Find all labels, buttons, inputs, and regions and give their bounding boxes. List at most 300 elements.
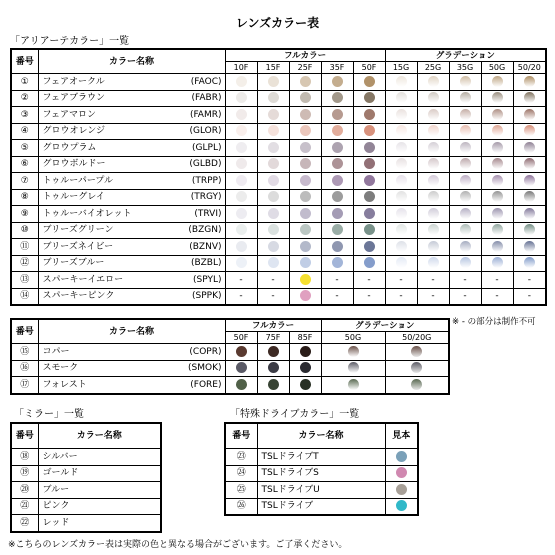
color-swatch: [460, 224, 471, 235]
swatch-cell: [513, 107, 546, 124]
color-name-cell: [257, 465, 385, 482]
not-available-mark: -: [417, 272, 449, 289]
color-swatch: [524, 92, 535, 103]
not-available-mark: -: [257, 288, 289, 305]
table-row: [11, 498, 161, 515]
section-title-mirror: 「ミラー」一覧: [14, 409, 84, 420]
header-name: カラー名称: [38, 49, 225, 74]
swatch-cell: [289, 360, 321, 377]
swatch-cell: [225, 344, 257, 361]
swatch-cell: [449, 173, 481, 190]
swatch-cell: [257, 189, 289, 206]
swatch-cell: [225, 360, 257, 377]
swatch-cell: [513, 123, 546, 140]
swatch-cell: [225, 173, 257, 190]
color-swatch: [460, 142, 471, 153]
color-name-cell: [38, 288, 225, 305]
color-swatch: [524, 191, 535, 202]
swatch-cell: [385, 255, 417, 272]
color-swatch: [428, 257, 439, 268]
header-name: カラー名称: [38, 423, 161, 449]
color-code: (BZGN): [188, 225, 222, 236]
header-num: 番号: [11, 319, 38, 344]
color-code: (BZBL): [190, 258, 222, 269]
color-name-cell: [38, 90, 225, 107]
table-row: [11, 123, 546, 140]
swatch-cell: [481, 74, 513, 91]
swatch-cell: [385, 498, 418, 515]
swatch-cell: [353, 239, 385, 256]
color-swatch: [300, 175, 311, 186]
swatch-cell: [385, 377, 449, 394]
swatch-cell: [321, 156, 353, 173]
color-swatch: [492, 142, 503, 153]
header-num: 番号: [225, 423, 257, 449]
table-row: [11, 107, 546, 124]
color-swatch: [364, 224, 375, 235]
swatch-cell: [225, 239, 257, 256]
color-name-cell: [38, 107, 225, 124]
color-name: フェアオークル: [42, 76, 105, 87]
color-swatch: [428, 191, 439, 202]
swatch-cell: [321, 239, 353, 256]
color-swatch: [396, 158, 407, 169]
color-swatch: [268, 109, 279, 120]
color-swatch: [492, 175, 503, 186]
color-name-cell: [38, 123, 225, 140]
color-name-cell: [257, 449, 385, 466]
color-swatch: [364, 76, 375, 87]
color-name-cell: [38, 255, 225, 272]
color-swatch: [396, 208, 407, 219]
color-swatch: [300, 76, 311, 87]
color-swatch: [396, 109, 407, 120]
table-row: [11, 206, 546, 223]
color-name: ゴールド: [42, 468, 79, 479]
color-number: ㉑: [11, 498, 38, 515]
not-available-mark: -: [449, 288, 481, 305]
swatch-cell: [257, 344, 289, 361]
swatch-cell: [385, 156, 417, 173]
swatch-cell: [385, 107, 417, 124]
swatch-cell: [257, 123, 289, 140]
ariate-color-table: [10, 48, 547, 306]
color-swatch: [396, 484, 407, 495]
swatch-cell: [289, 107, 321, 124]
color-name: TSLドライブU: [261, 484, 320, 495]
swatch-cell: [449, 74, 481, 91]
swatch-cell: [449, 156, 481, 173]
color-code: (TRVI): [194, 208, 222, 219]
not-available-mark: -: [513, 288, 546, 305]
table-row: [11, 255, 546, 272]
swatch-cell: [289, 222, 321, 239]
color-swatch: [396, 241, 407, 252]
color-name-cell: [38, 377, 225, 394]
color-swatch: [236, 76, 247, 87]
color-swatch: [268, 346, 279, 357]
header-grad-15G: 15G: [385, 62, 417, 74]
header-num: 番号: [11, 423, 38, 449]
swatch-cell: [225, 377, 257, 394]
color-name: ブルー: [42, 484, 70, 495]
color-swatch: [300, 208, 311, 219]
color-swatch: [364, 142, 375, 153]
color-swatch: [492, 76, 503, 87]
color-name-cell: [38, 206, 225, 223]
color-name-cell: [38, 189, 225, 206]
color-swatch: [236, 379, 247, 390]
color-number: ⑱: [11, 449, 38, 466]
color-name: TSLドライブ: [261, 501, 314, 512]
header-grad-50G: 50G: [321, 332, 385, 344]
table-row: [11, 272, 546, 289]
color-number: ㉔: [225, 465, 257, 482]
color-swatch: [332, 191, 343, 202]
header-name: カラー名称: [38, 319, 225, 344]
color-swatch: [236, 257, 247, 268]
color-swatch: [268, 241, 279, 252]
swatch-cell: [481, 123, 513, 140]
swatch-cell: [481, 107, 513, 124]
swatch-cell: [417, 255, 449, 272]
not-available-mark: -: [385, 272, 417, 289]
swatch-cell: [417, 90, 449, 107]
swatch-cell: [225, 222, 257, 239]
header-full-color: フルカラー: [225, 319, 321, 332]
swatch-cell: [225, 255, 257, 272]
swatch-cell: [289, 288, 321, 305]
color-name-cell: [38, 222, 225, 239]
swatch-cell: [449, 123, 481, 140]
color-swatch: [332, 158, 343, 169]
swatch-cell: [321, 173, 353, 190]
swatch-cell: [321, 123, 353, 140]
swatch-cell: [225, 107, 257, 124]
table-row: [11, 482, 161, 499]
header-sample: 見本: [385, 423, 418, 449]
table-row: [225, 465, 418, 482]
color-number: ⑪: [11, 239, 38, 256]
color-name: ブリーズブルー: [42, 258, 105, 269]
color-name: ブリーズグリーン: [42, 225, 114, 236]
color-swatch: [364, 191, 375, 202]
color-number: ⑩: [11, 222, 38, 239]
header-full-50F: 50F: [353, 62, 385, 74]
swatch-cell: [385, 222, 417, 239]
header-grad-25G: 25G: [417, 62, 449, 74]
color-name-cell: [38, 272, 225, 289]
swatch-cell: [289, 272, 321, 289]
color-swatch: [348, 379, 359, 390]
table-row: [11, 140, 546, 157]
color-name: フェアマロン: [42, 109, 97, 120]
color-swatch: [268, 224, 279, 235]
color-swatch: [364, 109, 375, 120]
color-swatch: [236, 346, 247, 357]
color-swatch: [332, 76, 343, 87]
color-number: ⑲: [11, 465, 38, 482]
swatch-cell: [513, 189, 546, 206]
swatch-cell: [257, 255, 289, 272]
color-swatch: [460, 241, 471, 252]
color-swatch: [524, 208, 535, 219]
swatch-cell: [385, 449, 418, 466]
color-swatch: [460, 208, 471, 219]
color-swatch: [460, 125, 471, 136]
color-swatch: [332, 125, 343, 136]
swatch-cell: [289, 344, 321, 361]
color-name: TSLドライブT: [261, 451, 319, 462]
swatch-cell: [353, 255, 385, 272]
color-swatch: [524, 224, 535, 235]
color-swatch: [332, 109, 343, 120]
color-name-cell: [38, 156, 225, 173]
swatch-cell: [385, 123, 417, 140]
swatch-cell: [417, 173, 449, 190]
color-name-cell: [38, 449, 161, 466]
table-row: [11, 449, 161, 466]
swatch-cell: [353, 189, 385, 206]
swatch-cell: [289, 206, 321, 223]
swatch-cell: [225, 206, 257, 223]
color-swatch: [524, 109, 535, 120]
not-available-mark: -: [449, 272, 481, 289]
color-name: コパー: [42, 346, 70, 357]
color-name-cell: [38, 498, 161, 515]
color-number: ㉒: [11, 515, 38, 532]
color-swatch: [236, 362, 247, 373]
color-code: (FORE): [190, 379, 222, 390]
color-swatch: [524, 241, 535, 252]
color-name-cell: [38, 344, 225, 361]
color-swatch: [268, 142, 279, 153]
color-swatch: [300, 274, 311, 285]
color-name-cell: [257, 482, 385, 499]
color-swatch: [332, 224, 343, 235]
color-number: ⑥: [11, 156, 38, 173]
swatch-cell: [353, 107, 385, 124]
color-name: シルバー: [42, 451, 78, 462]
swatch-cell: [321, 206, 353, 223]
color-swatch: [428, 142, 439, 153]
color-name-cell: [257, 498, 385, 515]
color-swatch: [364, 92, 375, 103]
swatch-cell: [385, 173, 417, 190]
color-swatch: [300, 158, 311, 169]
color-swatch: [364, 175, 375, 186]
color-swatch: [300, 109, 311, 120]
color-code: (FAOC): [190, 76, 222, 87]
table-row: [11, 189, 546, 206]
swatch-cell: [513, 206, 546, 223]
swatch-cell: [225, 156, 257, 173]
color-swatch: [460, 175, 471, 186]
color-swatch: [492, 109, 503, 120]
swatch-cell: [481, 90, 513, 107]
color-swatch: [268, 125, 279, 136]
color-swatch: [236, 158, 247, 169]
swatch-cell: [225, 74, 257, 91]
swatch-cell: [353, 222, 385, 239]
color-name: TSLドライブS: [261, 468, 319, 479]
swatch-cell: [385, 206, 417, 223]
note-bottom: ※こちらのレンズカラー表は実際の色と異なる場合がございます。ご了承ください。: [8, 540, 348, 550]
color-code: (BZNV): [189, 241, 222, 252]
color-name: フォレスト: [42, 379, 87, 390]
color-swatch: [460, 158, 471, 169]
swatch-cell: [289, 239, 321, 256]
table-row: [11, 377, 449, 394]
color-swatch: [300, 241, 311, 252]
color-number: ㉕: [225, 482, 257, 499]
color-swatch: [396, 175, 407, 186]
swatch-cell: [225, 90, 257, 107]
table-row: [11, 74, 546, 91]
swatch-cell: [289, 90, 321, 107]
color-swatch: [428, 158, 439, 169]
color-number: ⑭: [11, 288, 38, 305]
color-swatch: [411, 362, 422, 373]
color-number: ②: [11, 90, 38, 107]
swatch-cell: [385, 482, 418, 499]
not-available-mark: -: [353, 288, 385, 305]
color-swatch: [268, 175, 279, 186]
not-available-mark: -: [481, 272, 513, 289]
section-title-ariate: 「アリアーテカラー」一覧: [10, 36, 130, 47]
swatch-cell: [225, 189, 257, 206]
color-name: フェアブラウン: [42, 93, 106, 104]
color-swatch: [348, 346, 359, 357]
color-swatch: [300, 346, 311, 357]
not-available-mark: -: [513, 272, 546, 289]
special-drive-color-table: [224, 422, 419, 516]
color-number: ⑧: [11, 189, 38, 206]
color-swatch: [236, 142, 247, 153]
section-title-special: 「特殊ドライブカラー」一覧: [230, 409, 360, 420]
color-code: (GLOR): [189, 126, 222, 137]
color-swatch: [492, 191, 503, 202]
color-swatch: [428, 109, 439, 120]
color-name-cell: [38, 360, 225, 377]
color-number: ①: [11, 74, 38, 91]
swatch-cell: [481, 255, 513, 272]
table-row: [11, 90, 546, 107]
table-row: [225, 498, 418, 515]
color-name-cell: [38, 74, 225, 91]
color-number: ⑫: [11, 255, 38, 272]
table-row: [225, 449, 418, 466]
swatch-cell: [449, 189, 481, 206]
header-grad-50/20: 50/20: [513, 62, 546, 74]
not-available-mark: -: [257, 272, 289, 289]
header-full-35F: 35F: [321, 62, 353, 74]
not-available-mark: -: [385, 288, 417, 305]
swatch-cell: [289, 74, 321, 91]
swatch-cell: [449, 222, 481, 239]
swatch-cell: [385, 360, 449, 377]
table-row: [11, 239, 546, 256]
swatch-cell: [385, 239, 417, 256]
color-swatch: [428, 175, 439, 186]
color-swatch: [268, 379, 279, 390]
swatch-cell: [257, 377, 289, 394]
color-swatch: [411, 346, 422, 357]
swatch-cell: [321, 377, 385, 394]
color-swatch: [236, 224, 247, 235]
color-swatch: [332, 257, 343, 268]
color-name: トゥルーバイオレット: [42, 208, 132, 219]
color-swatch: [268, 208, 279, 219]
color-name-cell: [38, 173, 225, 190]
swatch-cell: [481, 239, 513, 256]
color-name-cell: [38, 140, 225, 157]
table-row: [11, 156, 546, 173]
header-full-25F: 25F: [289, 62, 321, 74]
color-swatch: [332, 208, 343, 219]
color-swatch: [428, 76, 439, 87]
swatch-cell: [513, 255, 546, 272]
swatch-cell: [513, 173, 546, 190]
header-num: 番号: [11, 49, 38, 74]
color-code: (SPPK): [192, 291, 222, 302]
swatch-cell: [417, 74, 449, 91]
swatch-cell: [417, 107, 449, 124]
not-available-mark: -: [321, 272, 353, 289]
color-name-cell: [38, 482, 161, 499]
color-name: トゥルーパープル: [42, 175, 114, 186]
color-swatch: [524, 76, 535, 87]
header-gradation: グラデーション: [385, 49, 546, 62]
table-row: [11, 288, 546, 305]
color-swatch: [460, 257, 471, 268]
color-swatch: [364, 158, 375, 169]
color-swatch: [428, 224, 439, 235]
color-swatch: [332, 92, 343, 103]
color-swatch: [364, 208, 375, 219]
swatch-cell: [513, 74, 546, 91]
color-swatch: [428, 92, 439, 103]
color-name: レッド: [42, 517, 70, 528]
header-full-15F: 15F: [257, 62, 289, 74]
swatch-cell: [481, 140, 513, 157]
header-gradation: グラデーション: [321, 319, 449, 332]
swatch-cell: [257, 140, 289, 157]
color-swatch: [524, 175, 535, 186]
color-code: (GLPL): [192, 142, 222, 153]
standard-color-table: [10, 318, 450, 395]
color-code: (FABR): [191, 93, 222, 104]
color-swatch: [300, 224, 311, 235]
swatch-cell: [353, 90, 385, 107]
swatch-cell: [257, 90, 289, 107]
color-swatch: [396, 92, 407, 103]
color-swatch: [268, 191, 279, 202]
swatch-cell: [257, 156, 289, 173]
color-swatch: [236, 92, 247, 103]
color-number: ⑳: [11, 482, 38, 499]
swatch-cell: [321, 189, 353, 206]
color-number: ⑮: [11, 344, 38, 361]
mirror-color-table: [10, 422, 162, 533]
swatch-cell: [449, 107, 481, 124]
swatch-cell: [257, 239, 289, 256]
color-name: スパーキーピンク: [42, 291, 115, 302]
color-swatch: [460, 76, 471, 87]
color-swatch: [524, 125, 535, 136]
color-swatch: [396, 125, 407, 136]
swatch-cell: [321, 344, 385, 361]
